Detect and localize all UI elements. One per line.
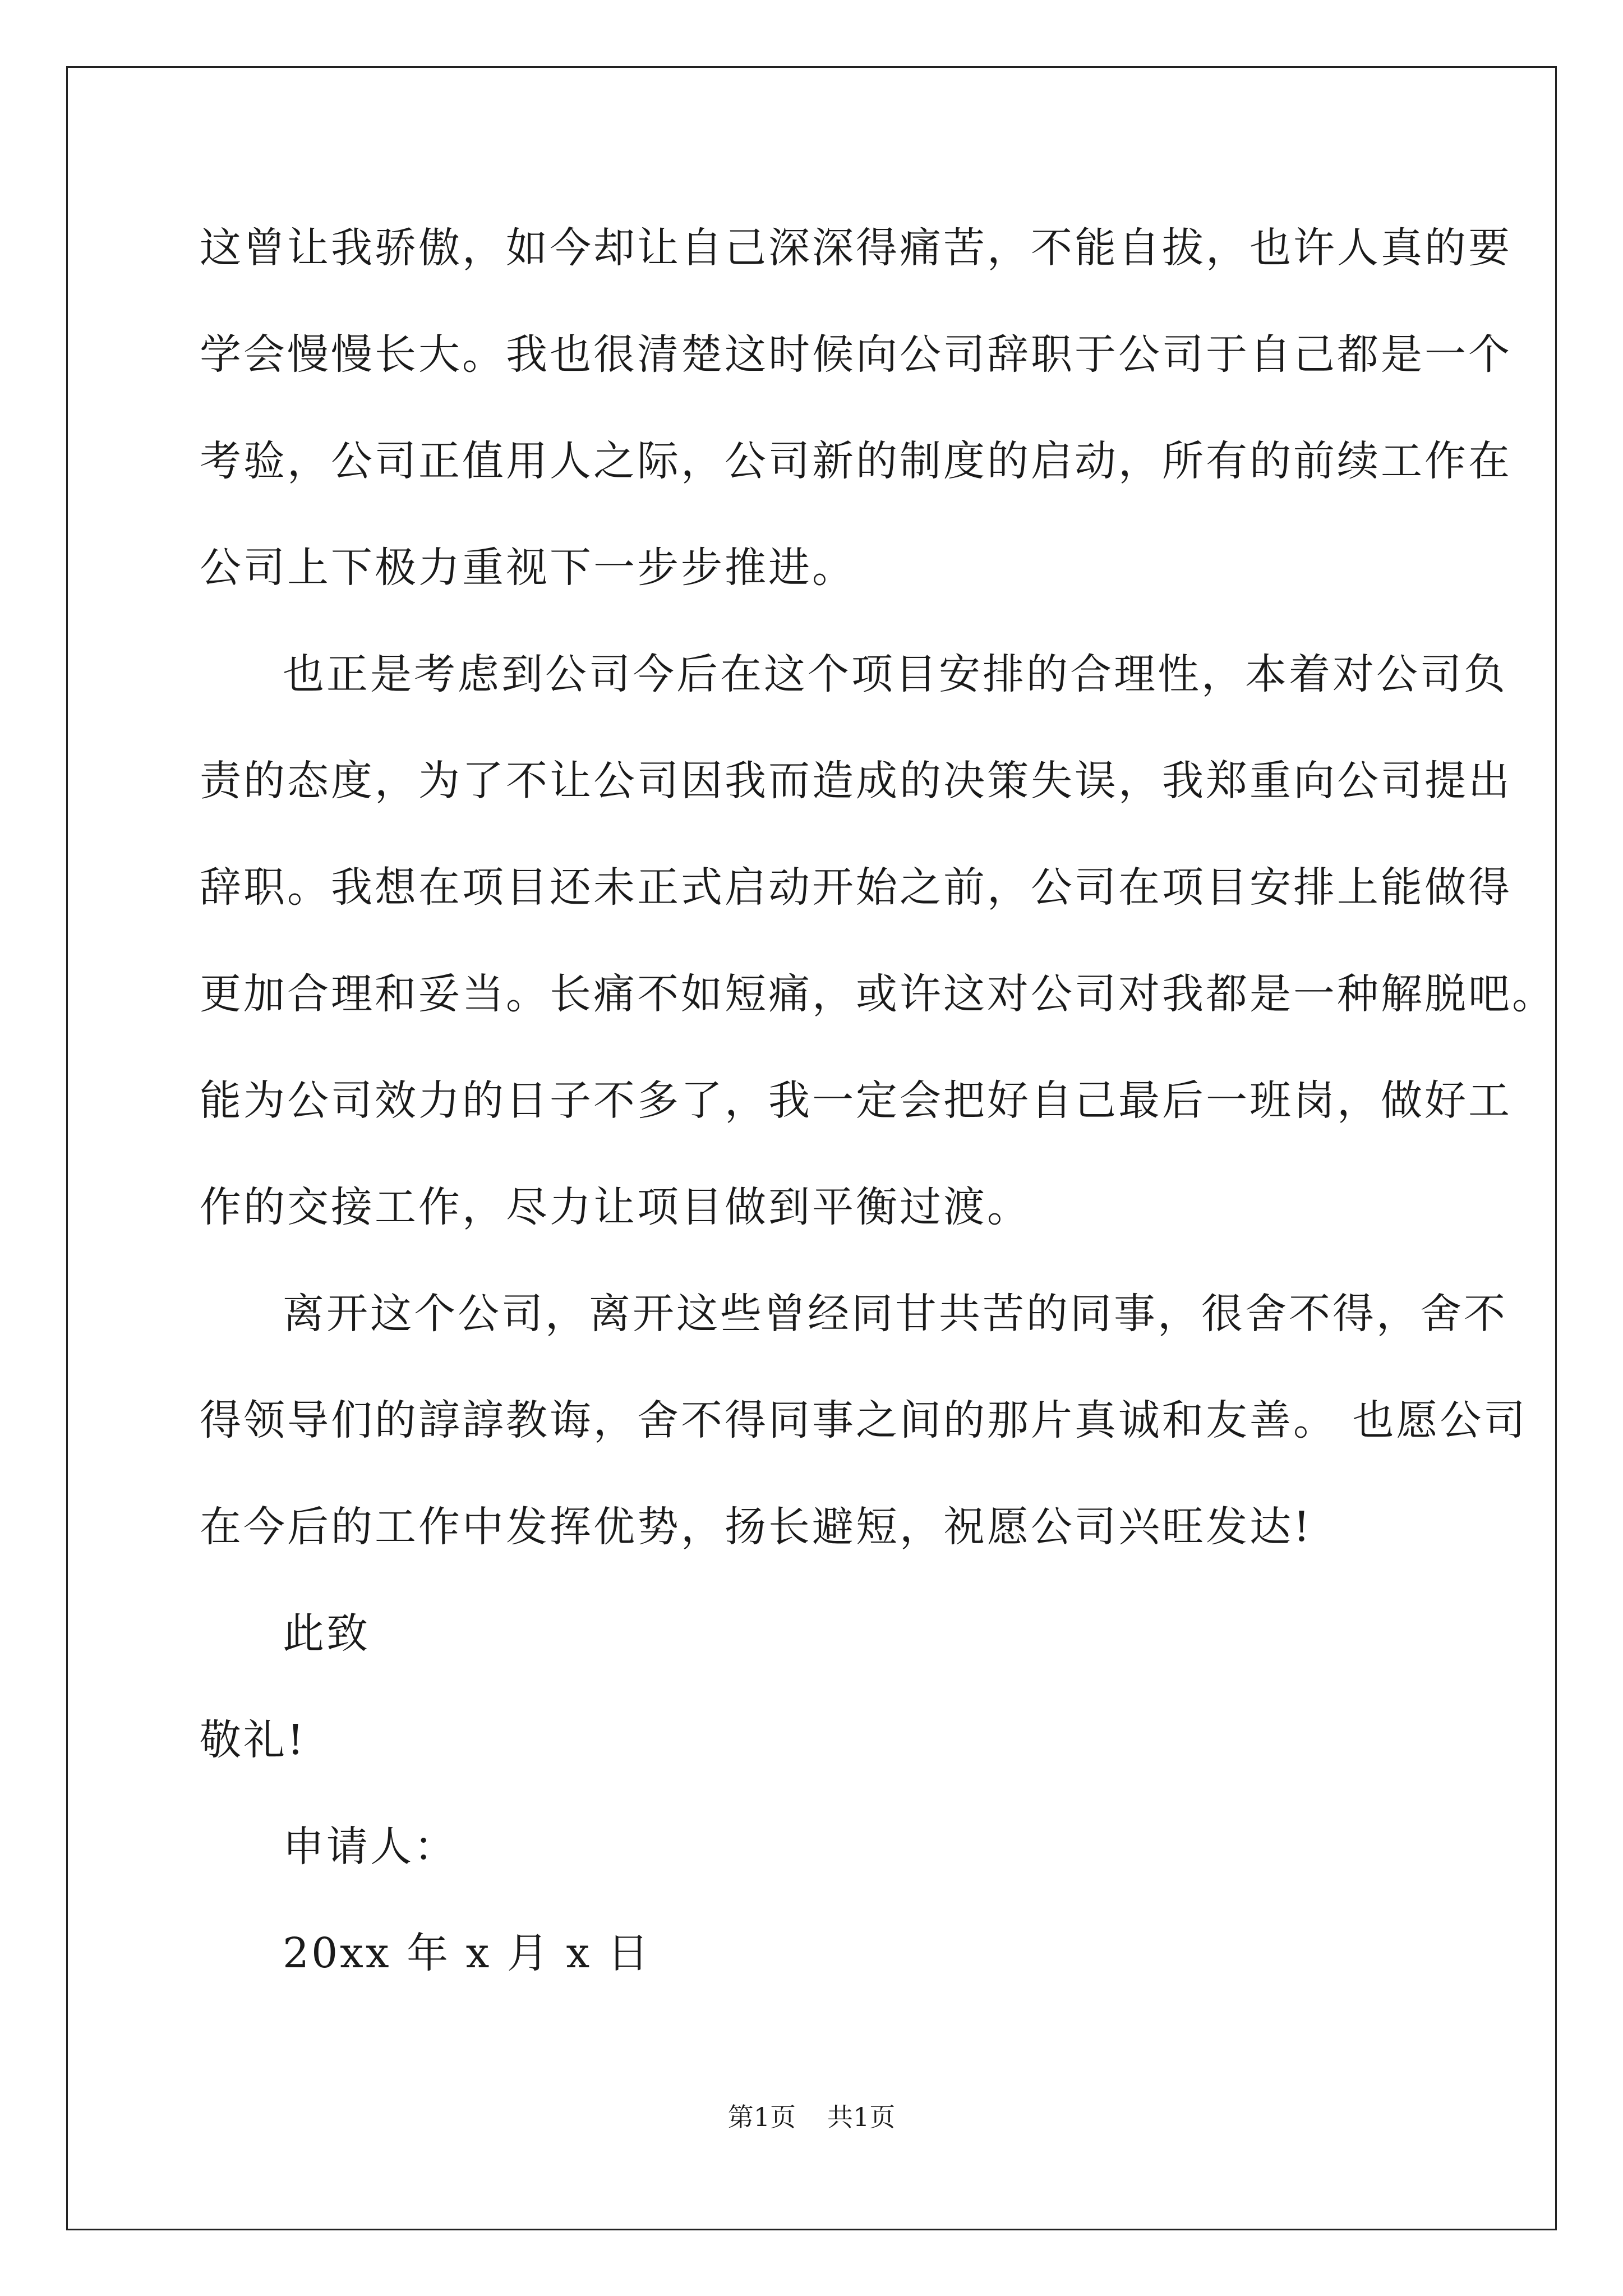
body-line: 公司上下极力重视下一步步推进。 <box>200 544 856 592</box>
body-line: 学会慢慢长大。我也很清楚这时候向公司辞职于公司于自己都是一个 <box>200 330 1512 379</box>
body-line: 在今后的工作中发挥优势，扬长避短，祝愿公司兴旺发达! <box>200 1503 1312 1551</box>
paragraph-start-line: 离开这个公司，离开这些曾经同甘共苦的同事，很舍不得，舍不 <box>283 1290 1507 1338</box>
page-border <box>66 66 1557 2230</box>
paragraph-start-line: 也正是考虑到公司今后在这个项目安排的合理性，本着对公司负 <box>283 650 1507 698</box>
body-line: 更加合理和妥当。长痛不如短痛，或许这对公司对我都是一种解脱吧。 <box>200 970 1556 1018</box>
body-line: 得领导们的諄諄教诲，舍不得同事之间的那片真诚和友善。 也愿公司 <box>200 1396 1528 1444</box>
body-line: 作的交接工作，尽力让项目做到平衡过渡。 <box>200 1183 1031 1231</box>
page-number: 第1页 <box>727 2102 796 2132</box>
date-line: 20xx 年 x 月 x 日 <box>283 1929 651 1977</box>
body-line: 能为公司效力的日子不多了，我一定会把好自己最后一班岗，做好工 <box>200 1076 1512 1125</box>
page-total: 共1页 <box>827 2102 896 2132</box>
page-footer <box>0 2100 1623 2134</box>
body-line: 责的态度，为了不让公司因我而造成的决策失误，我郑重向公司提出 <box>200 757 1512 805</box>
closing-salutation: 此致 <box>283 1609 370 1658</box>
body-line: 这曾让我骄傲，如今却让自己深深得痛苦，不能自拔，也许人真的要 <box>200 224 1512 272</box>
body-line: 辞职。我想在项目还未正式启动开始之前，公司在项目安排上能做得 <box>200 863 1512 912</box>
body-line: 考验，公司正值用人之际，公司新的制度的启动，所有的前续工作在 <box>200 437 1512 485</box>
applicant-label: 申请人： <box>283 1823 458 1871</box>
closing-regards: 敬礼! <box>200 1716 306 1764</box>
